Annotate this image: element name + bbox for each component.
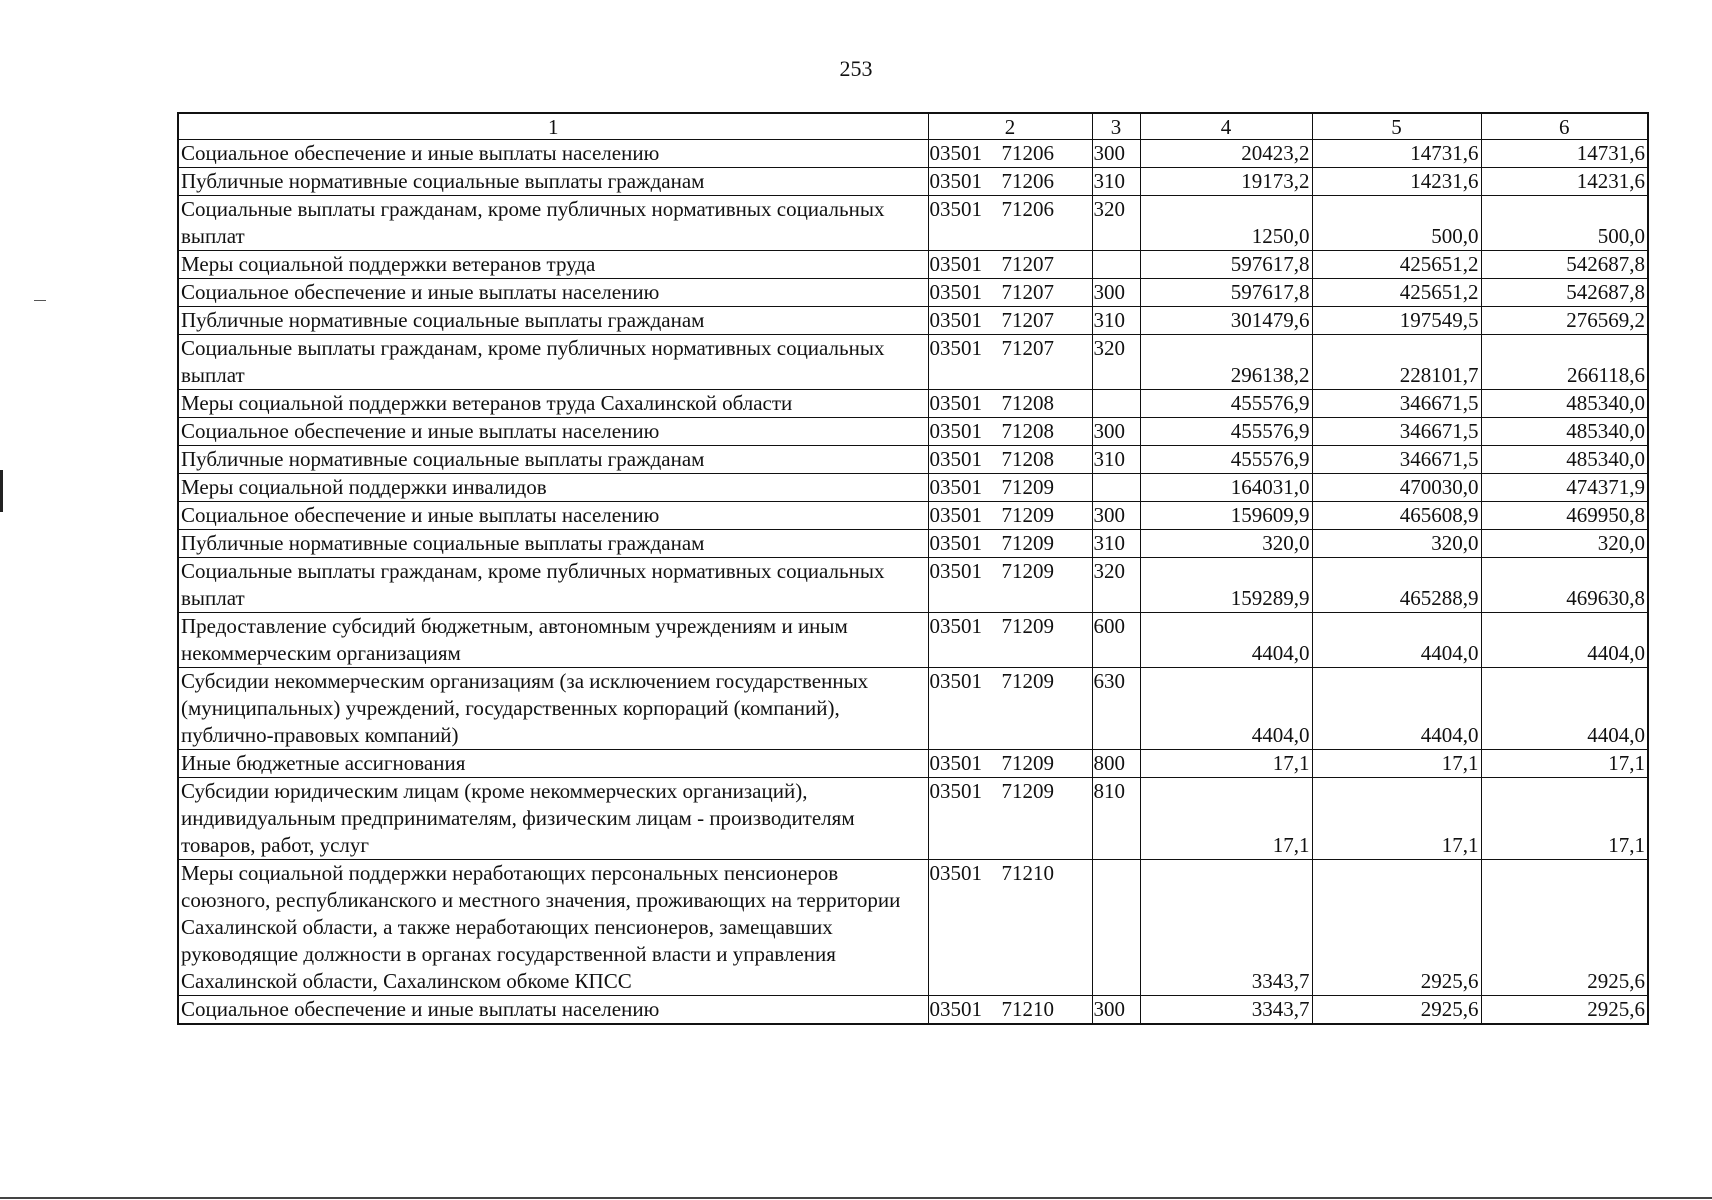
row-name: Социальное обеспечение и иные выплаты населению [178, 418, 928, 446]
row-value-5: 425651,2 [1312, 279, 1481, 307]
scan-bottom-edge [0, 1197, 1712, 1199]
row-name: Социальные выплаты гражданам, кроме публичных нормативных социальных выплат [178, 196, 928, 251]
row-code [928, 335, 1092, 390]
row-name: Субсидии юридическим лицам (кроме некоммерческих организаций), индивидуальным предпринимателям, физическим лицам - производителям товаров, работ, услуг [178, 778, 928, 860]
row-name: Предоставление субсидий бюджетным, автономным учреждениям и иным некоммерческим организациям [178, 613, 928, 668]
row-value-5: 465288,9 [1312, 558, 1481, 613]
row-value-5: 2925,6 [1312, 996, 1481, 1025]
row-name: Меры социальной поддержки неработающих персональных пенсионеров союзного, республиканского и местного значения, проживающих на территории Сахалинской области, а также неработающих пенсионеров, замещавших руководящие должности в органах государственной власти и управления Сахалинской области, Сахалинском обкоме КПСС [178, 860, 928, 996]
row-name: Меры социальной поддержки инвалидов [178, 474, 928, 502]
row-value-4: 159609,9 [1140, 502, 1312, 530]
row-code [928, 668, 1092, 750]
row-code-program: 03501 [929, 336, 982, 360]
row-code-program: 03501 [929, 475, 982, 499]
row-expense-type: 300 [1092, 996, 1140, 1025]
table-row [178, 668, 1648, 750]
row-value-5: 425651,2 [1312, 251, 1481, 279]
row-expense-type: 310 [1092, 168, 1140, 196]
column-header-2: 2 [928, 113, 1092, 140]
row-value-6: 485340,0 [1481, 390, 1648, 418]
row-code [928, 446, 1092, 474]
row-code [928, 390, 1092, 418]
row-code-direction: 71208 [1001, 447, 1054, 471]
table-row [178, 335, 1648, 390]
row-code-direction: 71206 [1001, 169, 1054, 193]
row-expense-type: 810 [1092, 778, 1140, 860]
table-body [178, 140, 1648, 1025]
row-code-program: 03501 [929, 751, 982, 775]
table-row [178, 558, 1648, 613]
row-value-5: 2925,6 [1312, 860, 1481, 996]
row-code-program: 03501 [929, 141, 982, 165]
row-value-5: 4404,0 [1312, 668, 1481, 750]
row-value-6: 485340,0 [1481, 418, 1648, 446]
table-row [178, 168, 1648, 196]
row-value-6: 4404,0 [1481, 613, 1648, 668]
row-code-program: 03501 [929, 169, 982, 193]
row-code-program: 03501 [929, 252, 982, 276]
table-row [178, 279, 1648, 307]
row-value-4: 4404,0 [1140, 668, 1312, 750]
row-code [928, 168, 1092, 196]
table-header-row [178, 113, 1648, 140]
row-value-5: 17,1 [1312, 750, 1481, 778]
row-value-6: 469950,8 [1481, 502, 1648, 530]
row-value-4: 301479,6 [1140, 307, 1312, 335]
row-value-4: 164031,0 [1140, 474, 1312, 502]
column-header-3: 3 [1092, 113, 1140, 140]
table-row [178, 446, 1648, 474]
row-code-direction: 71208 [1001, 419, 1054, 443]
column-header-4: 4 [1140, 113, 1312, 140]
row-code-direction: 71209 [1001, 503, 1054, 527]
row-code-direction: 71209 [1001, 751, 1054, 775]
row-value-5: 228101,7 [1312, 335, 1481, 390]
row-code [928, 558, 1092, 613]
row-code-program: 03501 [929, 669, 982, 693]
row-value-6: 17,1 [1481, 750, 1648, 778]
row-code [928, 502, 1092, 530]
row-value-6: 266118,6 [1481, 335, 1648, 390]
row-value-6: 320,0 [1481, 530, 1648, 558]
row-expense-type: 300 [1092, 279, 1140, 307]
row-expense-type: 310 [1092, 530, 1140, 558]
table-row [178, 750, 1648, 778]
row-value-4: 296138,2 [1140, 335, 1312, 390]
row-expense-type [1092, 860, 1140, 996]
row-code [928, 778, 1092, 860]
row-value-6: 542687,8 [1481, 251, 1648, 279]
row-expense-type [1092, 474, 1140, 502]
row-expense-type: 310 [1092, 446, 1140, 474]
table-row [178, 778, 1648, 860]
row-value-4: 455576,9 [1140, 446, 1312, 474]
row-expense-type: 630 [1092, 668, 1140, 750]
row-value-5: 346671,5 [1312, 446, 1481, 474]
row-code-direction: 71208 [1001, 391, 1054, 415]
table-row [178, 307, 1648, 335]
row-expense-type: 800 [1092, 750, 1140, 778]
row-code-direction: 71209 [1001, 559, 1054, 583]
row-code-program: 03501 [929, 861, 982, 885]
row-code-program: 03501 [929, 559, 982, 583]
row-value-5: 470030,0 [1312, 474, 1481, 502]
row-name: Социальное обеспечение и иные выплаты населению [178, 279, 928, 307]
row-name: Публичные нормативные социальные выплаты гражданам [178, 446, 928, 474]
row-code-direction: 71209 [1001, 475, 1054, 499]
row-value-4: 17,1 [1140, 750, 1312, 778]
table-row [178, 418, 1648, 446]
table-row [178, 251, 1648, 279]
row-code-program: 03501 [929, 779, 982, 803]
row-code [928, 996, 1092, 1025]
table-row [178, 530, 1648, 558]
column-header-6: 6 [1481, 113, 1648, 140]
row-expense-type: 300 [1092, 502, 1140, 530]
row-value-6: 485340,0 [1481, 446, 1648, 474]
row-value-4: 17,1 [1140, 778, 1312, 860]
row-code-program: 03501 [929, 419, 982, 443]
table-row [178, 996, 1648, 1025]
budget-table [177, 112, 1649, 1025]
row-expense-type: 320 [1092, 558, 1140, 613]
row-code [928, 474, 1092, 502]
row-value-4: 597617,8 [1140, 251, 1312, 279]
row-code-program: 03501 [929, 391, 982, 415]
row-name: Социальные выплаты гражданам, кроме публичных нормативных социальных выплат [178, 558, 928, 613]
row-code-direction: 71209 [1001, 669, 1054, 693]
row-expense-type [1092, 390, 1140, 418]
row-value-4: 159289,9 [1140, 558, 1312, 613]
row-name: Социальное обеспечение и иные выплаты населению [178, 140, 928, 168]
page-number: 253 [839, 56, 873, 81]
row-code-direction: 71206 [1001, 197, 1054, 221]
row-value-4: 3343,7 [1140, 996, 1312, 1025]
row-value-6: 500,0 [1481, 196, 1648, 251]
row-code-direction: 71207 [1001, 336, 1054, 360]
row-code-program: 03501 [929, 531, 982, 555]
row-code-direction: 71210 [1001, 861, 1054, 885]
row-value-5: 465608,9 [1312, 502, 1481, 530]
row-name: Меры социальной поддержки ветеранов труда [178, 251, 928, 279]
row-name: Публичные нормативные социальные выплаты гражданам [178, 168, 928, 196]
row-code-program: 03501 [929, 280, 982, 304]
row-name: Иные бюджетные ассигнования [178, 750, 928, 778]
row-value-6: 4404,0 [1481, 668, 1648, 750]
row-name: Меры социальной поддержки ветеранов труда Сахалинской области [178, 390, 928, 418]
table-row [178, 502, 1648, 530]
row-code [928, 530, 1092, 558]
row-name: Субсидии некоммерческим организациям (за исключением государственных (муниципальных) учреждений, государственных корпораций (компаний), публично-правовых компаний) [178, 668, 928, 750]
row-value-6: 14731,6 [1481, 140, 1648, 168]
row-value-4: 20423,2 [1140, 140, 1312, 168]
row-value-6: 2925,6 [1481, 996, 1648, 1025]
row-value-4: 455576,9 [1140, 418, 1312, 446]
row-value-4: 320,0 [1140, 530, 1312, 558]
row-code-direction: 71206 [1001, 141, 1054, 165]
row-value-5: 197549,5 [1312, 307, 1481, 335]
row-value-5: 346671,5 [1312, 390, 1481, 418]
row-value-6: 2925,6 [1481, 860, 1648, 996]
row-expense-type: 600 [1092, 613, 1140, 668]
row-code [928, 750, 1092, 778]
row-code [928, 307, 1092, 335]
row-value-5: 14731,6 [1312, 140, 1481, 168]
row-value-6: 17,1 [1481, 778, 1648, 860]
row-code-program: 03501 [929, 503, 982, 527]
row-name: Социальное обеспечение и иные выплаты населению [178, 502, 928, 530]
row-code-program: 03501 [929, 614, 982, 638]
row-value-5: 4404,0 [1312, 613, 1481, 668]
row-value-5: 17,1 [1312, 778, 1481, 860]
row-expense-type: 320 [1092, 196, 1140, 251]
row-expense-type [1092, 251, 1140, 279]
row-code [928, 251, 1092, 279]
row-code-direction: 71207 [1001, 252, 1054, 276]
row-code-direction: 71209 [1001, 779, 1054, 803]
row-code-program: 03501 [929, 997, 982, 1021]
row-expense-type: 300 [1092, 418, 1140, 446]
row-code [928, 860, 1092, 996]
row-code [928, 279, 1092, 307]
row-name: Публичные нормативные социальные выплаты гражданам [178, 530, 928, 558]
table-row [178, 140, 1648, 168]
row-expense-type: 310 [1092, 307, 1140, 335]
row-value-5: 320,0 [1312, 530, 1481, 558]
row-code-program: 03501 [929, 308, 982, 332]
table-row [178, 860, 1648, 996]
row-value-5: 14231,6 [1312, 168, 1481, 196]
table-row [178, 390, 1648, 418]
table-row [178, 474, 1648, 502]
row-value-6: 14231,6 [1481, 168, 1648, 196]
row-value-4: 597617,8 [1140, 279, 1312, 307]
row-value-4: 19173,2 [1140, 168, 1312, 196]
row-name: Социальные выплаты гражданам, кроме публичных нормативных социальных выплат [178, 335, 928, 390]
row-code-direction: 71210 [1001, 997, 1054, 1021]
row-code-direction: 71207 [1001, 280, 1054, 304]
row-value-4: 455576,9 [1140, 390, 1312, 418]
table-row [178, 196, 1648, 251]
row-value-6: 542687,8 [1481, 279, 1648, 307]
row-name: Публичные нормативные социальные выплаты гражданам [178, 307, 928, 335]
row-value-4: 4404,0 [1140, 613, 1312, 668]
row-name: Социальное обеспечение и иные выплаты населению [178, 996, 928, 1025]
row-value-5: 500,0 [1312, 196, 1481, 251]
row-code-direction: 71209 [1001, 614, 1054, 638]
row-value-6: 276569,2 [1481, 307, 1648, 335]
row-value-6: 469630,8 [1481, 558, 1648, 613]
row-value-4: 1250,0 [1140, 196, 1312, 251]
row-value-6: 474371,9 [1481, 474, 1648, 502]
table-row [178, 613, 1648, 668]
scan-edge-tick [34, 300, 46, 301]
row-expense-type: 300 [1092, 140, 1140, 168]
row-value-5: 346671,5 [1312, 418, 1481, 446]
row-code [928, 418, 1092, 446]
row-code-program: 03501 [929, 447, 982, 471]
scan-edge-mark [0, 470, 3, 512]
row-code [928, 613, 1092, 668]
row-value-4: 3343,7 [1140, 860, 1312, 996]
row-code-direction: 71209 [1001, 531, 1054, 555]
row-code-program: 03501 [929, 197, 982, 221]
row-code-direction: 71207 [1001, 308, 1054, 332]
column-header-5: 5 [1312, 113, 1481, 140]
row-code [928, 140, 1092, 168]
column-header-1: 1 [178, 113, 928, 140]
row-expense-type: 320 [1092, 335, 1140, 390]
row-code [928, 196, 1092, 251]
